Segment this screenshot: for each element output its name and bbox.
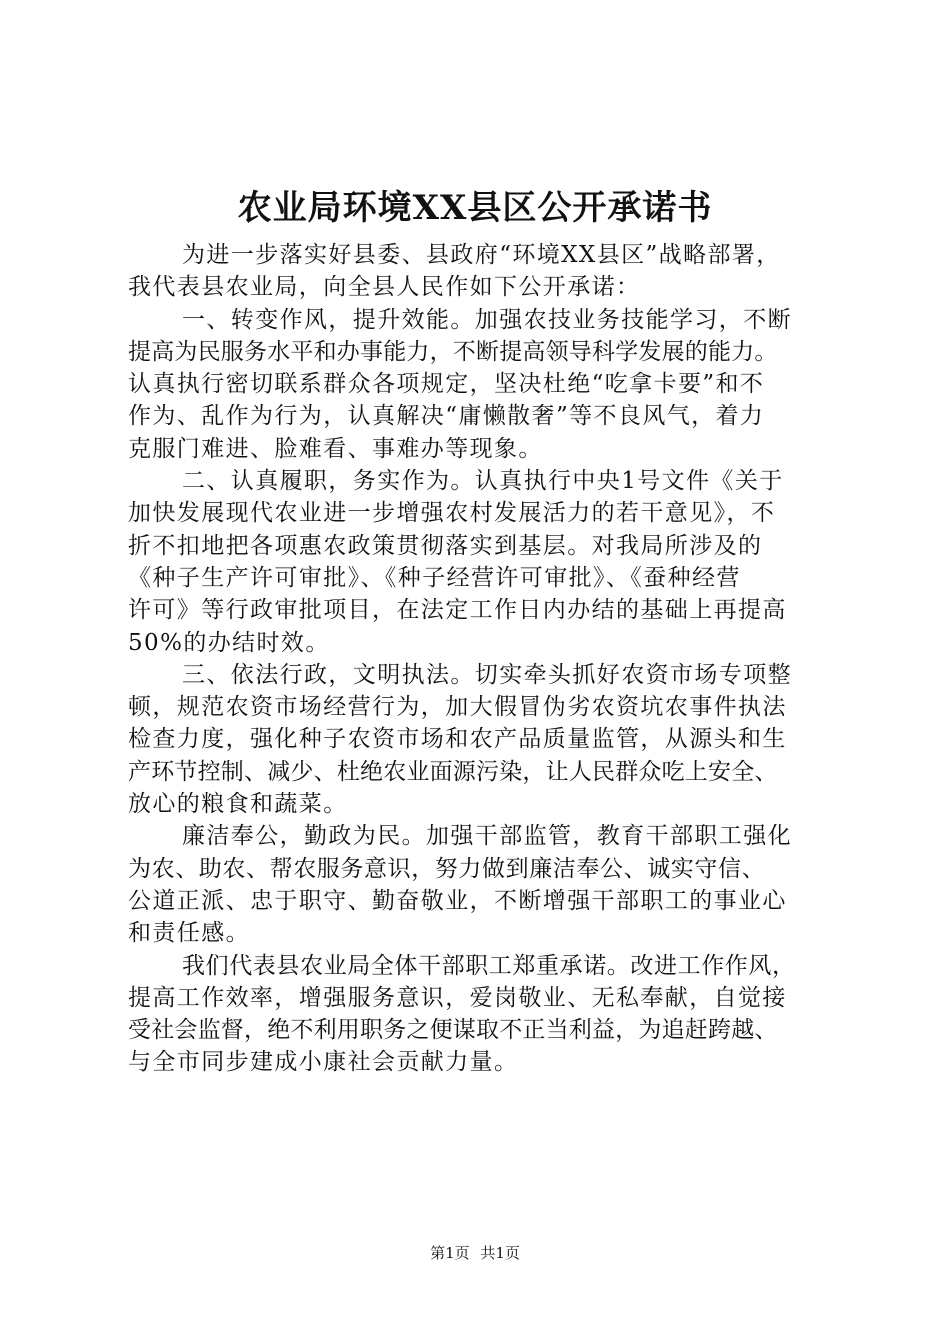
paragraph-line: 作为、乱作为行为，认真解决“庸懒散奢”等不良风气，着力 <box>128 403 765 430</box>
document-title: 农业局环境XX县区公开承诺书 <box>237 188 713 228</box>
paragraph-line: 产环节控制、减少、杜绝农业面源污染，让人民群众吃上安全、 <box>128 758 778 785</box>
paragraph-line: 为进一步落实好县委、县政府“环境XX县区”战略部署， <box>182 242 781 268</box>
paragraph-line: 二、认真履职，务实作为。认真执行中央1号文件《关于 <box>182 468 784 495</box>
paragraph-line: 《种子生产许可审批》、《种子经营许可审批》、《蚕种经营 <box>128 564 741 591</box>
paragraph-line: 为农、助农、帮农服务意识，努力做到廉洁奉公、诚实守信、 <box>128 855 766 882</box>
page-footer <box>0 1243 950 1263</box>
page-number-current: 第1页 <box>430 1244 470 1262</box>
paragraph-line: 我们代表县农业局全体干部职工郑重承诺。改进工作作风， <box>182 952 796 979</box>
paragraph-line: 提高为民服务水平和办事能力，不断提高领导科学发展的能力。 <box>128 338 778 365</box>
paragraph-line: 一、转变作风，提升效能。加强农技业务技能学习，不断 <box>182 306 792 333</box>
paragraph-line: 提高工作效率，增强服务意识，爱岗敬业、无私奉献，自觉接 <box>128 984 787 1011</box>
paragraph-line: 折不扣地把各项惠农政策贯彻落实到基层。对我局所涉及的 <box>128 532 763 559</box>
paragraph-line: 和责任感。 <box>128 920 250 947</box>
paragraph-line: 我代表县农业局，向全县人民作如下公开承诺： <box>128 274 641 301</box>
paragraph-line: 公道正派、忠于职守、勤奋敬业，不断增强干部职工的事业心 <box>128 887 787 914</box>
paragraph-line: 顿，规范农资市场经营行为，加大假冒伪劣农资坑农事件执法 <box>128 694 787 721</box>
paragraph-line: 检查力度，强化种子农资市场和农产品质量监管，从源头和生 <box>128 726 787 753</box>
paragraph-line: 加快发展现代农业进一步增强农村发展活力的若干意见》，不 <box>128 500 776 527</box>
paragraph-line: 与全市同步建成小康社会贡献力量。 <box>128 1049 519 1076</box>
paragraph-line: 三、依法行政，文明执法。切实牵头抓好农资市场专项整 <box>182 661 792 688</box>
paragraph-line: 克服门难进、脸难看、事难办等现象。 <box>128 435 543 462</box>
paragraph-line: 50%的办结时效。 <box>128 629 330 656</box>
paragraph-line: 许可》等行政审批项目，在法定工作日内办结的基础上再提高 <box>128 597 787 624</box>
paragraph-line: 廉洁奉公，勤政为民。加强干部监管，教育干部职工强化 <box>182 823 792 850</box>
page-number-total: 共1页 <box>480 1244 520 1262</box>
paragraph-line: 受社会监督，绝不利用职务之便谋取不正当利益，为追赶跨越、 <box>128 1017 778 1044</box>
paragraph-line: 认真执行密切联系群众各项规定，坚决杜绝“吃拿卡要”和不 <box>128 371 765 398</box>
document-body <box>128 239 838 1079</box>
paragraph-line: 放心的粮食和蔬菜。 <box>128 791 348 818</box>
